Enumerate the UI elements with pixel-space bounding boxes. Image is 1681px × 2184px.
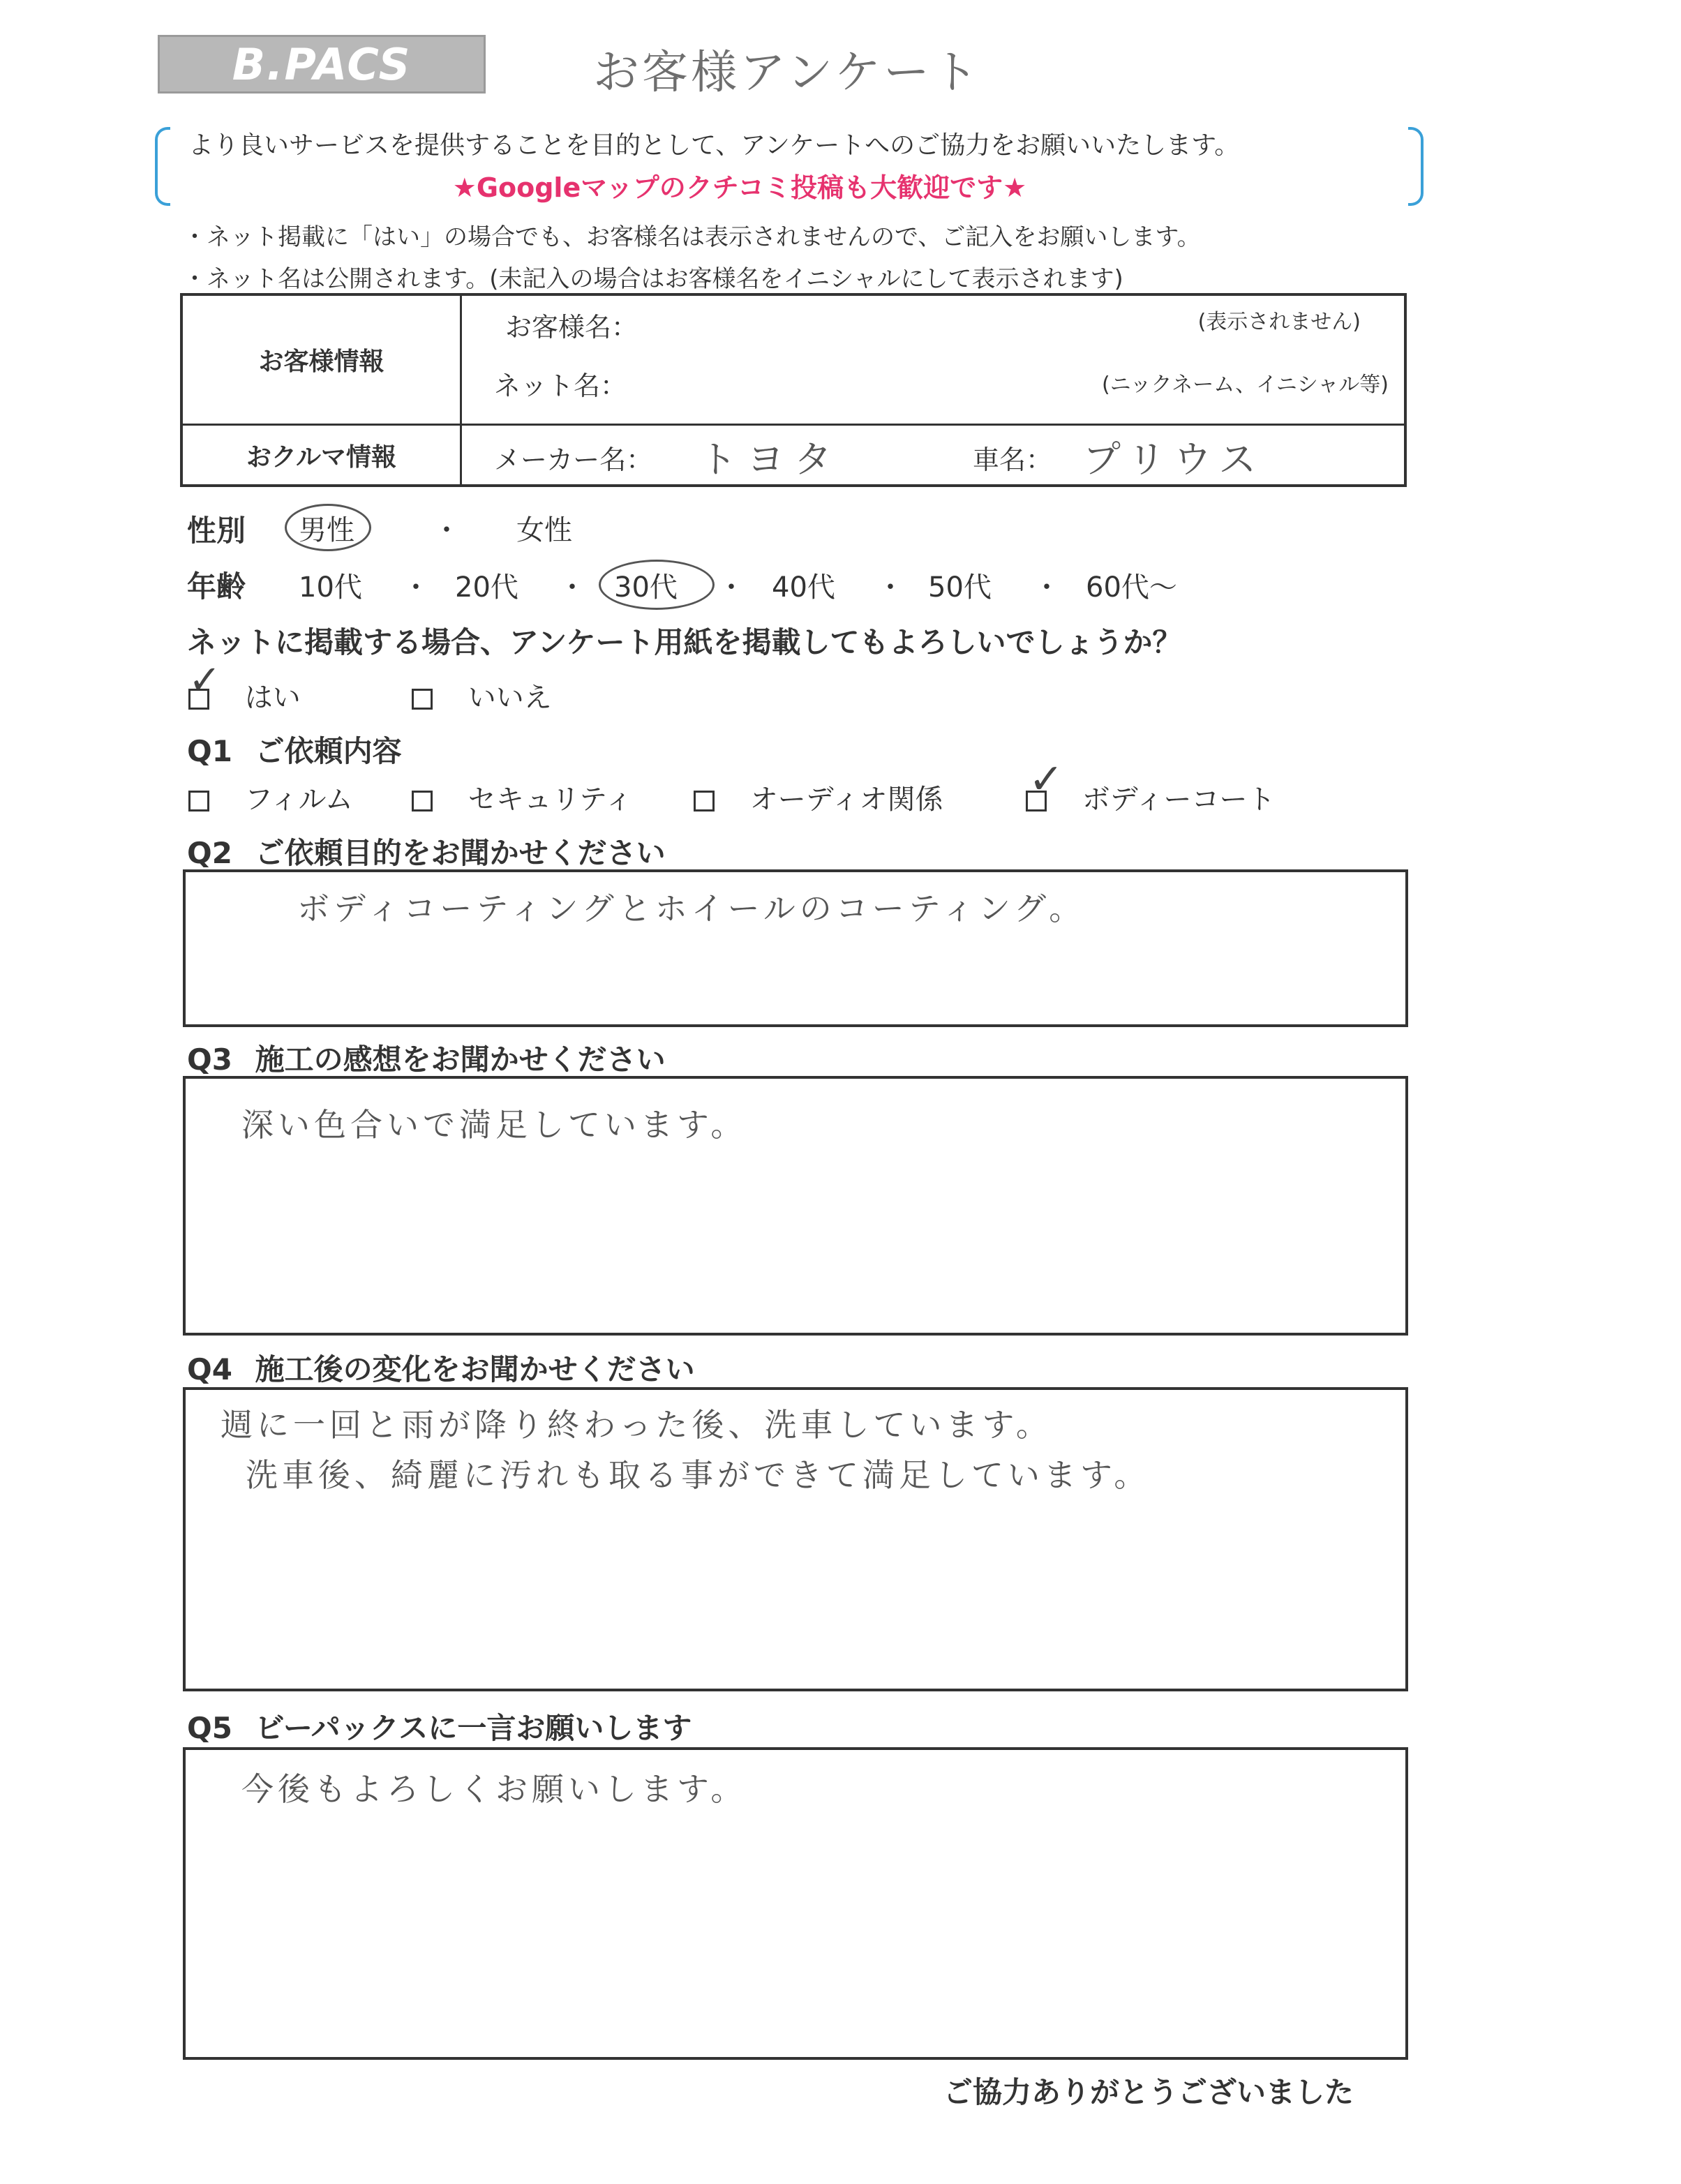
q2-answer-text: ボディコーティングとホイールのコーティング。: [297, 890, 1086, 927]
age-separator: ・: [876, 571, 904, 604]
q4-answer-line-1: 週に一回と雨が降り終わった後、洗車しています。: [221, 1406, 1052, 1444]
google-review-callout: ★Googleマップのクチコミ投稿も大歓迎です★: [452, 172, 1027, 203]
checkbox-icon[interactable]: [412, 689, 433, 710]
maker-label: メーカー名：: [494, 444, 653, 475]
q1-option-security[interactable]: [412, 777, 633, 817]
car-name-label: 車名：: [973, 444, 1053, 475]
q1-heading: [187, 728, 402, 770]
customer-info-fields: [462, 296, 1404, 426]
q1-option-label: ボディーコート: [1082, 784, 1276, 816]
customer-name-label: お客様名：: [505, 312, 638, 343]
age-option-20s[interactable]: 20代: [455, 571, 518, 604]
publish-question: ネットに掲載する場合、アンケート用紙を掲載してもよろしいでしょうか？: [187, 625, 1182, 659]
customer-info-label: お客様情報: [258, 347, 384, 376]
q2-title: ご依頼目的をお聞かせください: [255, 836, 666, 870]
age-option-60s-plus[interactable]: 60代～: [1086, 571, 1177, 604]
q3-heading: [187, 1037, 666, 1079]
thanks-message: ご協力ありがとうございました: [943, 2075, 1354, 2109]
checkbox-icon[interactable]: [694, 791, 715, 811]
q5-answer-text: 今後もよろしくお願いします。: [241, 1770, 747, 1808]
maker-value: トヨタ: [699, 437, 842, 481]
car-info-label: おクルマ情報: [246, 442, 396, 472]
car-info-fields: [462, 426, 1404, 484]
q1-option-label: フィルム: [244, 784, 353, 816]
checkbox-icon[interactable]: [188, 791, 209, 811]
age-label: 年齢: [187, 569, 246, 604]
age-separator: ・: [717, 571, 745, 604]
selected-circle: [285, 504, 371, 551]
page-title: お客様アンケート: [593, 45, 982, 99]
q4-answer-line-2: 洗車後、綺麗に汚れも取る事ができて満足しています。: [246, 1456, 1151, 1494]
q5-heading: [187, 1705, 692, 1747]
q1-option-audio[interactable]: [694, 777, 943, 817]
q1-option-label: セキュリティ: [468, 784, 633, 816]
age-option-50s[interactable]: 50代: [928, 571, 992, 604]
age-option-30s[interactable]: 30代: [614, 571, 678, 604]
checkbox-icon[interactable]: [412, 791, 433, 811]
q4-number: Q4: [187, 1352, 232, 1386]
q1-option-label: オーディオ関係: [749, 784, 943, 816]
gender-option-male[interactable]: 男性: [299, 514, 354, 546]
publish-yes-label: はい: [244, 682, 301, 714]
age-option-40s[interactable]: 40代: [772, 571, 835, 604]
q3-title: 施工の感想をお聞かせください: [255, 1042, 666, 1077]
brand-logo: [158, 35, 486, 94]
age-separator: ・: [402, 571, 430, 604]
customer-info-header: [183, 296, 462, 426]
check-mark-icon: ✓: [1029, 755, 1064, 804]
q4-title: 施工後の変化をお聞かせください: [255, 1352, 695, 1386]
intro-text: より良いサービスを提供することを目的として、アンケートへのご協力をお願いいたします。: [188, 131, 1240, 160]
note-publish: ・ネット掲載に「はい」の場合でも、お客様名は表示されませんので、ご記入をお願いします。: [183, 223, 1201, 251]
q3-answer-text: 深い色合いで満足しています。: [241, 1106, 747, 1144]
publish-no-label: いいえ: [468, 682, 552, 714]
q4-heading: [187, 1347, 695, 1389]
customer-name-note: (表示されません): [1197, 310, 1361, 334]
net-name-label: ネット名：: [494, 371, 627, 401]
q5-answer-box: [183, 1747, 1408, 2060]
q5-title: ビーパックスに一言お願いします: [255, 1711, 692, 1745]
q5-number: Q5: [187, 1711, 232, 1745]
q1-number: Q1: [187, 734, 232, 768]
q2-answer-box: [183, 869, 1408, 1027]
age-separator: ・: [1033, 571, 1061, 604]
q2-heading: [187, 830, 666, 872]
customer-info-table: [180, 293, 1407, 487]
note-net-name: ・ネット名は公開されます。(未記入の場合はお客様名をイニシャルにして表示されます): [183, 265, 1123, 293]
gender-separator: ・: [433, 514, 461, 546]
gender-label: 性別: [187, 514, 246, 548]
q2-number: Q2: [187, 836, 232, 870]
gender-option-female[interactable]: 女性: [516, 514, 572, 546]
publish-no-option[interactable]: [412, 675, 552, 715]
car-info-header: [183, 426, 462, 484]
q4-answer-box: [183, 1387, 1408, 1691]
car-name-value: プリウス: [1083, 437, 1265, 481]
net-name-note: (ニックネーム、イニシャル等): [1101, 373, 1389, 397]
logo-text: B.PACS: [232, 38, 412, 90]
check-mark-icon: ✓: [188, 657, 221, 703]
q1-option-film[interactable]: [188, 777, 353, 817]
age-separator: ・: [558, 571, 586, 604]
q1-title: ご依頼内容: [255, 734, 402, 768]
age-option-10s[interactable]: 10代: [299, 571, 362, 604]
q3-number: Q3: [187, 1042, 232, 1077]
q3-answer-box: [183, 1076, 1408, 1336]
selected-circle: [599, 560, 715, 610]
